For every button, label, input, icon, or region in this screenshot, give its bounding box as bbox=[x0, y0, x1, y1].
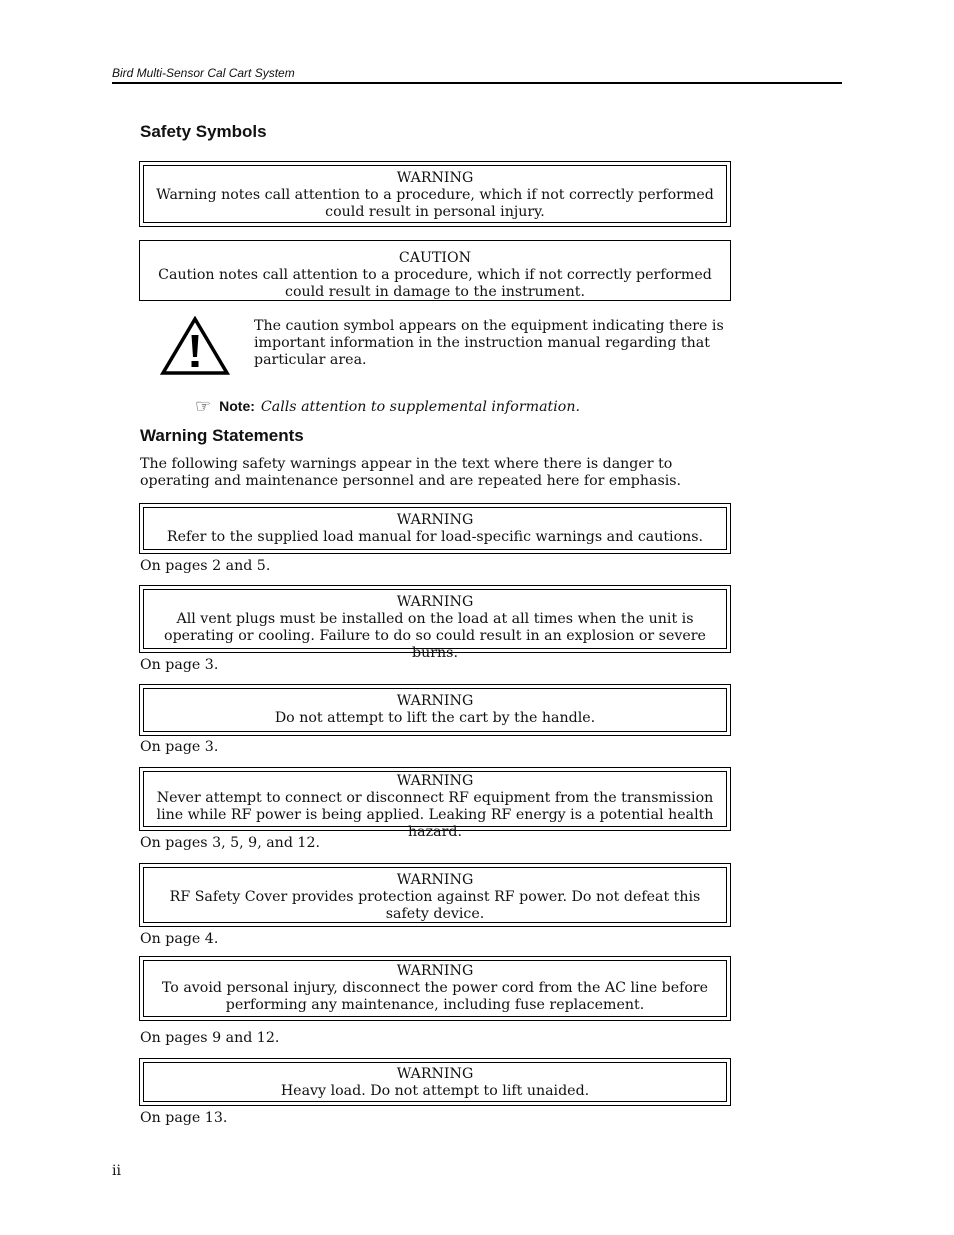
warning-title: WARNING bbox=[396, 872, 474, 888]
warning-page-reference: On page 3. bbox=[140, 657, 219, 673]
warning-text: Heavy load. Do not attempt to lift unaided. bbox=[280, 1083, 590, 1099]
warning-box bbox=[139, 585, 731, 661]
warning-page-reference: On page 3. bbox=[140, 739, 219, 755]
warning-page-reference: On page 4. bbox=[140, 931, 219, 947]
warning-title: WARNING bbox=[396, 963, 474, 979]
warning-definition-text: Warning notes call attention to a procedure, which if not correctly performed could result in personal injury. bbox=[156, 187, 714, 220]
running-header: Bird Multi-Sensor Cal Cart System bbox=[112, 66, 295, 80]
warning-statements-heading: Warning Statements bbox=[140, 426, 304, 445]
warning-page-reference: On pages 9 and 12. bbox=[140, 1030, 280, 1046]
warning-title: WARNING bbox=[396, 1066, 474, 1082]
warning-page-reference: On pages 3, 5, 9, and 12. bbox=[140, 835, 320, 851]
note-label: Note: bbox=[219, 398, 255, 414]
warning-text: RF Safety Cover provides protection against RF power. Do not defeat this safety device. bbox=[169, 889, 701, 922]
warning-box bbox=[139, 767, 731, 840]
pointing-hand-icon: ☞ bbox=[195, 396, 212, 417]
caution-definition-title: CAUTION bbox=[398, 250, 472, 266]
warning-page-reference: On page 13. bbox=[140, 1110, 228, 1126]
warning-text: Never attempt to connect or disconnect RF equipment from the transmission line while RF power is being applied. Leaking RF energy is a potential health hazard. bbox=[156, 790, 714, 840]
warning-title: WARNING bbox=[396, 773, 474, 789]
warning-title: WARNING bbox=[396, 512, 474, 528]
warning-box bbox=[139, 1058, 731, 1106]
warning-text: Do not attempt to lift the cart by the handle. bbox=[274, 710, 596, 726]
warning-title: WARNING bbox=[396, 594, 474, 610]
note-line bbox=[195, 398, 580, 416]
header-rule bbox=[112, 82, 842, 84]
safety-symbols-heading: Safety Symbols bbox=[140, 122, 267, 141]
warning-title: WARNING bbox=[396, 693, 474, 709]
warning-box bbox=[139, 503, 731, 554]
note-text: Calls attention to supplemental information. bbox=[260, 399, 580, 415]
caution-definition-box bbox=[139, 240, 731, 301]
warning-box bbox=[139, 863, 731, 927]
warning-statements-intro: The following safety warnings appear in the text where there is danger to operating and maintenance personnel and are repeated here for emphasis. bbox=[140, 456, 682, 489]
warning-text: Refer to the supplied load manual for load-specific warnings and cautions. bbox=[166, 529, 704, 545]
warning-triangle-icon bbox=[160, 316, 230, 376]
warning-definition-title: WARNING bbox=[396, 170, 474, 186]
warning-text: All vent plugs must be installed on the load at all times when the unit is operating or cooling. Failure to do so could result in an explosion or severe burns. bbox=[164, 611, 706, 661]
warning-page-reference: On pages 2 and 5. bbox=[140, 558, 271, 574]
warning-box bbox=[139, 956, 731, 1021]
warning-text: To avoid personal injury, disconnect the power cord from the AC line before performing any maintenance, including fuse replacement. bbox=[161, 980, 709, 1013]
page-number: ii bbox=[112, 1163, 121, 1179]
warning-box bbox=[139, 684, 731, 736]
warning-definition-box bbox=[139, 161, 731, 227]
caution-symbol-description: The caution symbol appears on the equipment indicating there is important information in the instruction manual regarding that particular area. bbox=[254, 318, 724, 368]
caution-definition-text: Caution notes call attention to a procedure, which if not correctly performed could result in damage to the instrument. bbox=[158, 267, 712, 300]
